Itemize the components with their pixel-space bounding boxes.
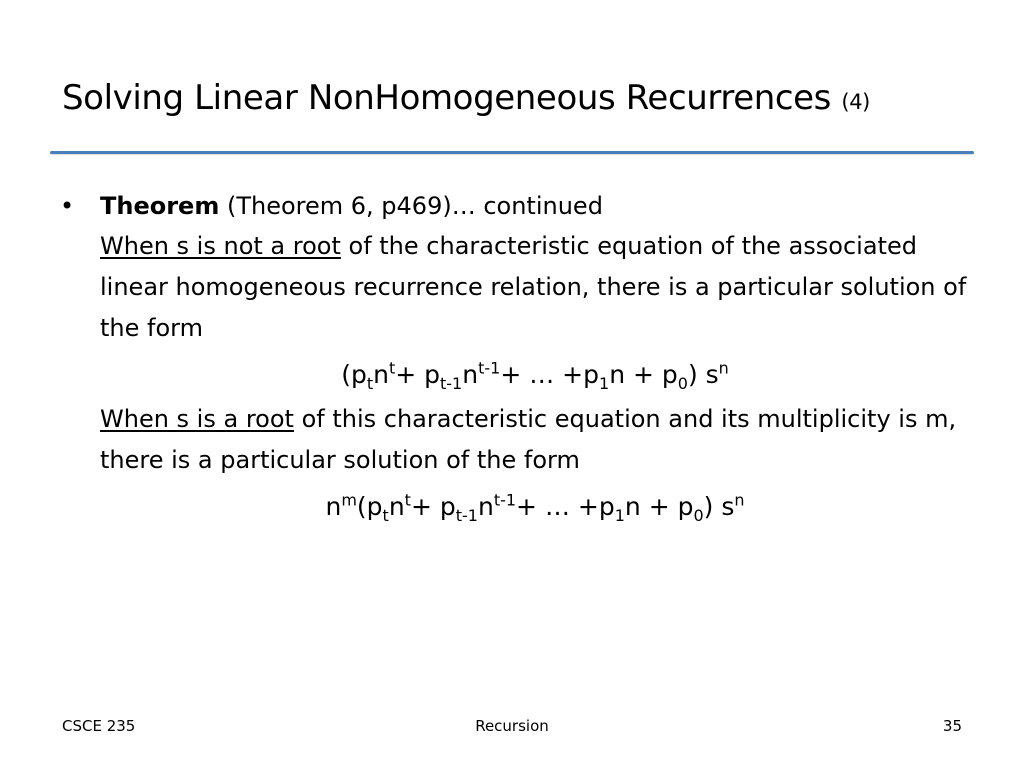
formula-term: (p [341,360,367,389]
paragraph-is-root [100,399,970,481]
theorem-label: Theorem [100,192,220,220]
formula-subscript: 1 [614,506,625,525]
paragraph-not-root-text: of the characteristic equation of the associated linear homogeneous recurrence relation, there is a particular solution of the form [100,232,967,342]
formula-term: ) s [687,360,719,389]
formula-superscript: t [388,358,396,378]
formula-term: n + p [624,492,694,521]
formula-superscript: t-1 [493,490,517,510]
formula-term: n [325,492,342,521]
paragraph-is-root-text: of this characteristic equation and its multiplicity is m, there is a particular solution of the form [100,405,957,474]
paragraph-not-root [100,226,970,349]
theorem-reference: (Theorem 6, p469)… continued [219,192,603,220]
formula-term: n [477,492,494,521]
bullet-item-theorem [60,188,970,224]
formula-term: n [373,360,389,389]
formula-subscript: 1 [599,374,610,393]
formula-term: + p [410,492,456,521]
slide-title-suffix: (4) [841,90,870,114]
formula-term: ) s [703,492,735,521]
formula-superscript: t [404,490,411,510]
formula-superscript: n [718,358,729,378]
formula-term: + … +p [500,360,599,389]
formula-superscript: m [341,490,357,510]
footer-course: CSCE 235 [62,717,136,735]
formula-is-root [100,485,970,529]
formula-superscript: t-1 [478,358,501,378]
formula-term: + … +p [516,492,615,521]
formula-superscript: n [734,490,745,510]
footer-topic: Recursion [475,717,549,735]
formula-subscript: t [382,506,389,525]
title-divider [50,151,974,154]
formula-term: n + p [609,360,678,389]
formula-subscript: t-1 [440,374,463,393]
bullet-marker: • [60,192,75,220]
footer-page-number: 35 [942,717,962,735]
slide-body [60,188,970,529]
slide-title [62,70,982,130]
slide-title-text: Solving Linear NonHomogeneous Recurrences [62,78,831,118]
condition-is-root: When s is a root [100,405,294,433]
formula-subscript: t-1 [455,506,478,525]
formula-subscript: 0 [693,506,704,525]
formula-not-root [100,353,970,397]
condition-not-root: When s is not a root [100,232,341,260]
formula-term: n [462,360,479,389]
formula-term: n [388,492,405,521]
formula-subscript: 0 [677,374,688,393]
formula-term: + p [395,360,440,389]
formula-subscript: t [366,374,374,393]
formula-term: (p [356,492,383,521]
